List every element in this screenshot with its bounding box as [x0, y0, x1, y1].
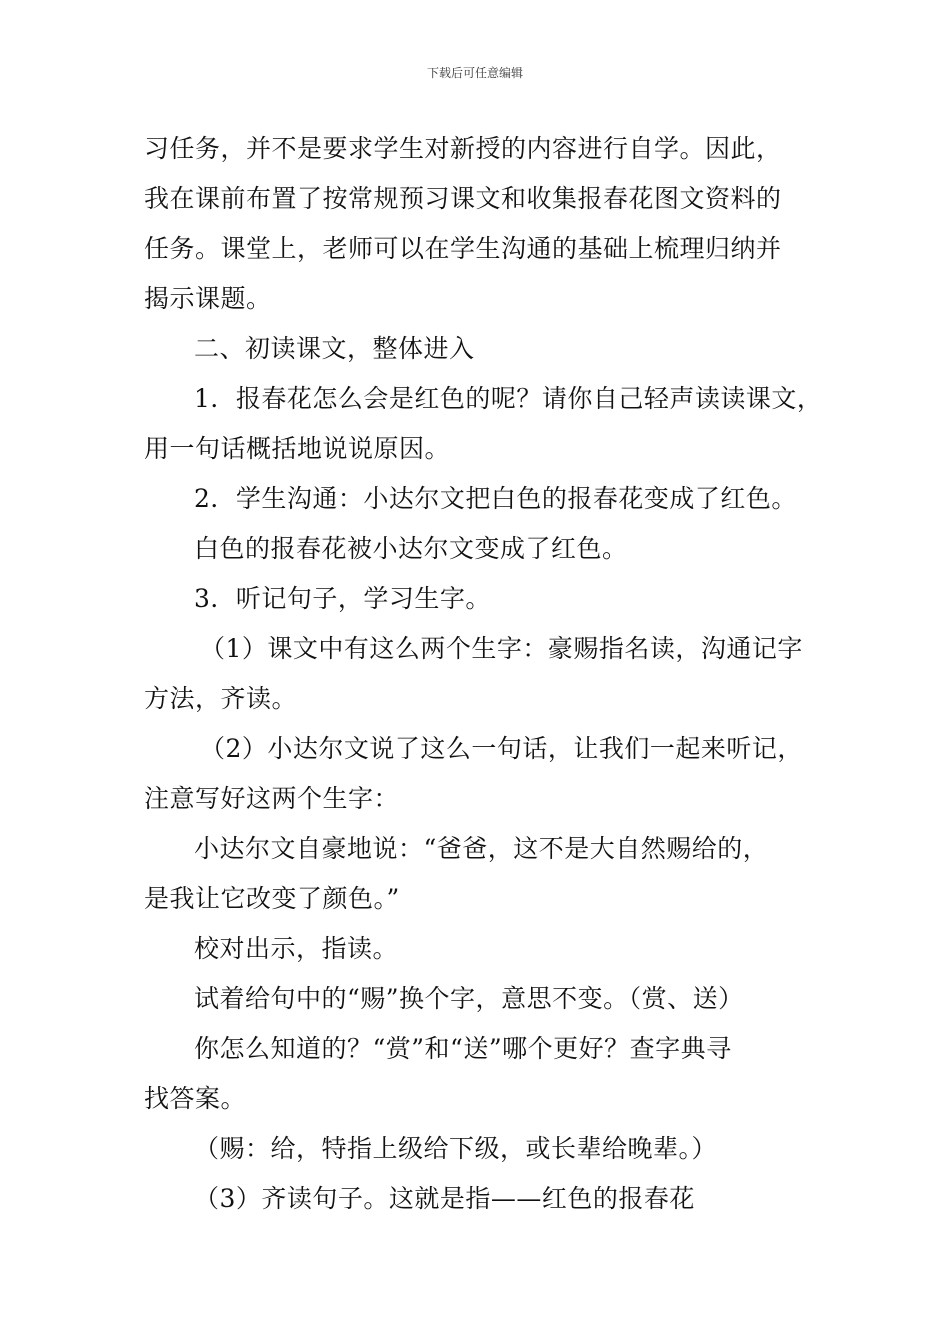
paragraph-line: 找答案。 — [144, 1084, 247, 1113]
paragraph-line: 校对出示，指读。 — [194, 934, 399, 963]
quote-line: 小达尔文自豪地说：“爸爸，这不是大自然赐给的， — [194, 834, 769, 863]
paragraph-line: 方法，齐读。 — [144, 684, 298, 713]
paragraph-line: 白色的报春花被小达尔文变成了红色。 — [194, 534, 628, 563]
paragraph-line: 1．报春花怎么会是红色的呢？请你自己轻声读读课文， — [194, 384, 823, 413]
quote-line: 是我让它改变了颜色。” — [144, 884, 400, 913]
paragraph-line: （3）齐读句子。这就是指——红色的报春花 — [194, 1184, 695, 1213]
page-header: 下载后可任意编辑 — [426, 66, 523, 80]
paragraph-line: （2）小达尔文说了这么一句话，让我们一起来听记， — [200, 734, 803, 763]
paragraph-line: （1）课文中有这么两个生字：豪赐指名读，沟通记字 — [200, 634, 803, 663]
section-heading: 二、初读课文，整体进入 — [194, 334, 475, 363]
paragraph-line: 你怎么知道的？“赏”和“送”哪个更好？查字典寻 — [194, 1034, 732, 1063]
paragraph-line: 注意写好这两个生字： — [144, 784, 400, 813]
paragraph-line: 揭示课题。 — [144, 284, 272, 313]
paragraph-line: 试着给句中的“赐”换个字，意思不变。（赏、送） — [194, 984, 744, 1013]
paragraph-line: 我在课前布置了按常规预习课文和收集报春花图文资料的 — [144, 184, 782, 213]
paragraph-line: 2．学生沟通：小达尔文把白色的报春花变成了红色。 — [194, 484, 797, 513]
paragraph-line: 任务。课堂上，老师可以在学生沟通的基础上梳理归纳并 — [144, 234, 782, 263]
paragraph-line: 习任务，并不是要求学生对新授的内容进行自学。因此， — [144, 134, 782, 163]
paragraph-line: （赐：给，特指上级给下级，或长辈给晚辈。） — [194, 1134, 718, 1163]
paragraph-line: 用一句话概括地说说原因。 — [144, 434, 451, 463]
paragraph-line: 3．听记句子，学习生字。 — [194, 584, 491, 613]
